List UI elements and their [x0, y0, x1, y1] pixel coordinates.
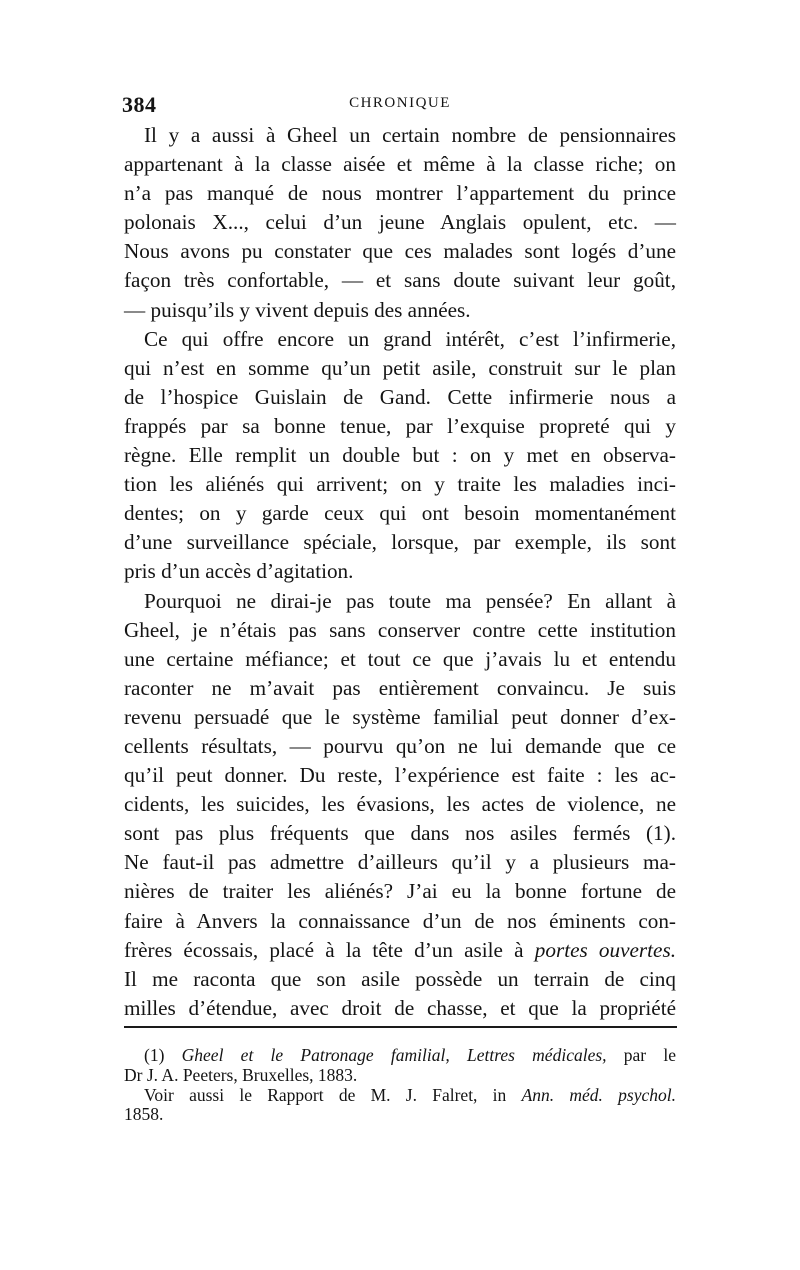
text-line: cellents résultats, — pourvu qu’on ne lui demande que ce: [124, 733, 676, 758]
footnote-separator: [124, 1026, 677, 1028]
text-line: polonais X..., celui d’un jeune Anglais opulent, etc. —: [124, 210, 676, 235]
text-line-segment: frères écossais, placé à la tête d’un asile à: [124, 937, 535, 962]
text-line: Nous avons pu constater que ces malades sont logés d’une: [124, 239, 676, 264]
text-line: tion les aliénés qui arrivent; on y traite les maladies inci-: [124, 472, 676, 497]
text-line: qui n’est en somme qu’un petit asile, construit sur le plan: [124, 355, 676, 380]
footnote-text: par le: [606, 1045, 676, 1065]
footnotes: [124, 1046, 676, 1125]
footnote-title: Gheel et le Patronage familial, Lettres médicales,: [181, 1045, 607, 1065]
text-line: milles d’étendue, avec droit de chasse, et que la propriété: [124, 995, 676, 1020]
text-line: appartenant à la classe aisée et même à la classe riche; on: [124, 152, 676, 177]
footnote-2-line-2: 1858.: [124, 1104, 164, 1125]
text-line: frappés par sa bonne tenue, par l’exquise propreté qui y: [124, 413, 676, 438]
text-line: qu’il peut donner. Du reste, l’expérience est faite : les ac-: [124, 763, 676, 788]
text-line: revenu persuadé que le système familial peut donner d’ex-: [124, 704, 676, 729]
footnote-journal: Ann. méd. psychol.: [521, 1084, 676, 1105]
footnote-2: [124, 1086, 676, 1106]
text-line: cidents, les suicides, les évasions, les actes de violence, ne: [124, 792, 676, 817]
text-line: une certaine méfiance; et tout ce que j’avais lu et entendu: [124, 646, 676, 671]
text-line: Il me raconta que son asile possède un terrain de cinq: [124, 966, 676, 991]
text-line: sont pas plus fréquents que dans nos asiles fermés (1).: [124, 821, 676, 846]
text-line-with-italic: [124, 936, 676, 965]
footnote-marker: (1): [144, 1045, 165, 1065]
text-line: Gheel, je n’étais pas sans conserver contre cette institution: [124, 617, 676, 642]
running-title: CHRONIQUE: [349, 95, 451, 111]
footnote-1-line-2: Dr J. A. Peeters, Bruxelles, 1883.: [124, 1064, 358, 1085]
text-line: façon très confortable, — et sans doute suivant leur goût,: [124, 268, 676, 293]
footnote-1: [124, 1046, 676, 1066]
text-line: d’une surveillance spéciale, lorsque, par exemple, ils sont: [124, 530, 676, 555]
text-line: Il y a aussi à Gheel un certain nombre de pensionnaires: [144, 123, 676, 147]
text-line: Ce qui offre encore un grand intérêt, c’est l’infirmerie,: [144, 326, 676, 351]
text-line: nières de traiter les aliénés? J’ai eu la bonne fortune de: [124, 879, 676, 904]
body-text: [124, 121, 676, 1023]
text-line: raconter ne m’avait pas entièrement convaincu. Je suis: [124, 675, 676, 700]
text-line: pris d’un accès d’agitation.: [124, 559, 354, 584]
text-line: règne. Elle remplit un double but : on y met en observa-: [124, 443, 676, 468]
italic-phrase: portes ouvertes.: [534, 937, 677, 962]
text-line: — puisqu’ils y vivent depuis des années.: [124, 297, 471, 322]
page-number: 384: [122, 92, 157, 117]
text-line: Ne faut-il pas admettre d’ailleurs qu’il y a plusieurs ma-: [124, 850, 676, 875]
text-line: Pourquoi ne dirai-je pas toute ma pensée? En allant à: [144, 588, 676, 613]
page-header: [122, 92, 678, 118]
text-line: dentes; on y garde ceux qui ont besoin momentanément: [124, 501, 676, 526]
text-line: n’a pas manqué de nous montrer l’appartement du prince: [124, 181, 676, 206]
footnote-text: Voir aussi le Rapport de M. J. Falret, in: [144, 1084, 522, 1105]
text-line: de l’hospice Guislain de Gand. Cette infirmerie nous a: [124, 384, 676, 409]
text-line: faire à Anvers la connaissance d’un de nos éminents con-: [124, 908, 676, 933]
